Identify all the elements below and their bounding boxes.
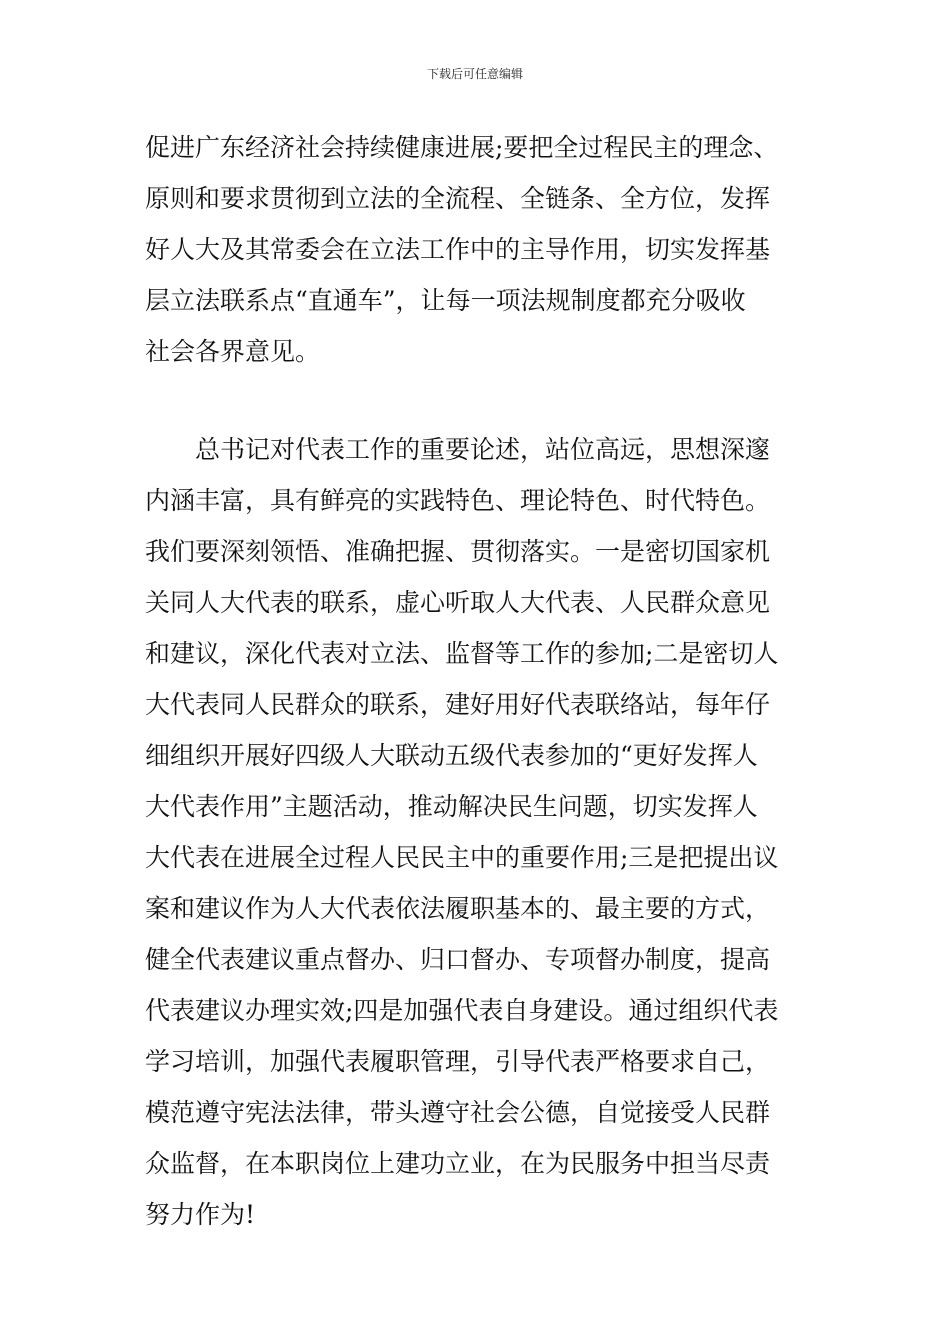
paragraph-line: 细组织开展好四级人大联动五级代表参加的“更好发挥人 <box>145 741 758 770</box>
paragraph-line: 案和建议作为人大代表依法履职基本的、最主要的方式， <box>145 894 771 923</box>
paragraph-line: 大代表作用”主题活动，推动解决民生问题，切实发挥人 <box>145 792 758 821</box>
paragraph-line: 社会各界意见。 <box>145 337 321 366</box>
paragraph-line: 和建议，深化代表对立法、监督等工作的参加;二是密切人 <box>145 639 779 668</box>
paragraph-line: 好人大及其常委会在立法工作中的主导作用，切实发挥基 <box>145 235 771 264</box>
paragraph-line: 努力作为! <box>145 1200 256 1229</box>
paragraph-line: 代表建议办理实效;四是加强代表自身建设。通过组织代表 <box>145 996 779 1025</box>
paragraph-2 <box>145 424 815 1240</box>
paragraph-line: 健全代表建议重点督办、归口督办、专项督办制度，提高 <box>145 945 771 974</box>
paragraph-line: 层立法联系点“直通车”，让每一项法规制度都充分吸收 <box>145 286 746 315</box>
paragraph-line: 众监督，在本职岗位上建功立业，在为民服务中担当尽责 <box>145 1149 771 1178</box>
header-note: 下载后可任意编辑 <box>426 67 523 81</box>
paragraph-line: 原则和要求贯彻到立法的全流程、全链条、全方位，发挥 <box>145 184 771 213</box>
paragraph-line: 大代表在进展全过程人民民主中的重要作用;三是把提出议 <box>145 843 779 872</box>
paragraph-line: 我们要深刻领悟、准确把握、贯彻落实。一是密切国家机 <box>145 537 771 566</box>
paragraph-1 <box>145 122 815 377</box>
paragraph-line: 促进广东经济社会持续健康进展;要把全过程民主的理念、 <box>145 133 779 162</box>
paragraph-line: 关同人大代表的联系，虚心听取人大代表、人民群众意见 <box>145 588 771 617</box>
paragraph-line: 模范遵守宪法法律，带头遵守社会公德，自觉接受人民群 <box>145 1098 771 1127</box>
paragraph-line: 总书记对代表工作的重要论述，站位高远，思想深邃 <box>145 435 771 464</box>
paragraph-line: 大代表同人民群众的联系，建好用好代表联络站，每年仔 <box>145 690 771 719</box>
paragraph-line: 内涵丰富，具有鲜亮的实践特色、理论特色、时代特色。 <box>145 486 771 515</box>
paragraph-line: 学习培训，加强代表履职管理，引导代表严格要求自己， <box>145 1047 771 1076</box>
